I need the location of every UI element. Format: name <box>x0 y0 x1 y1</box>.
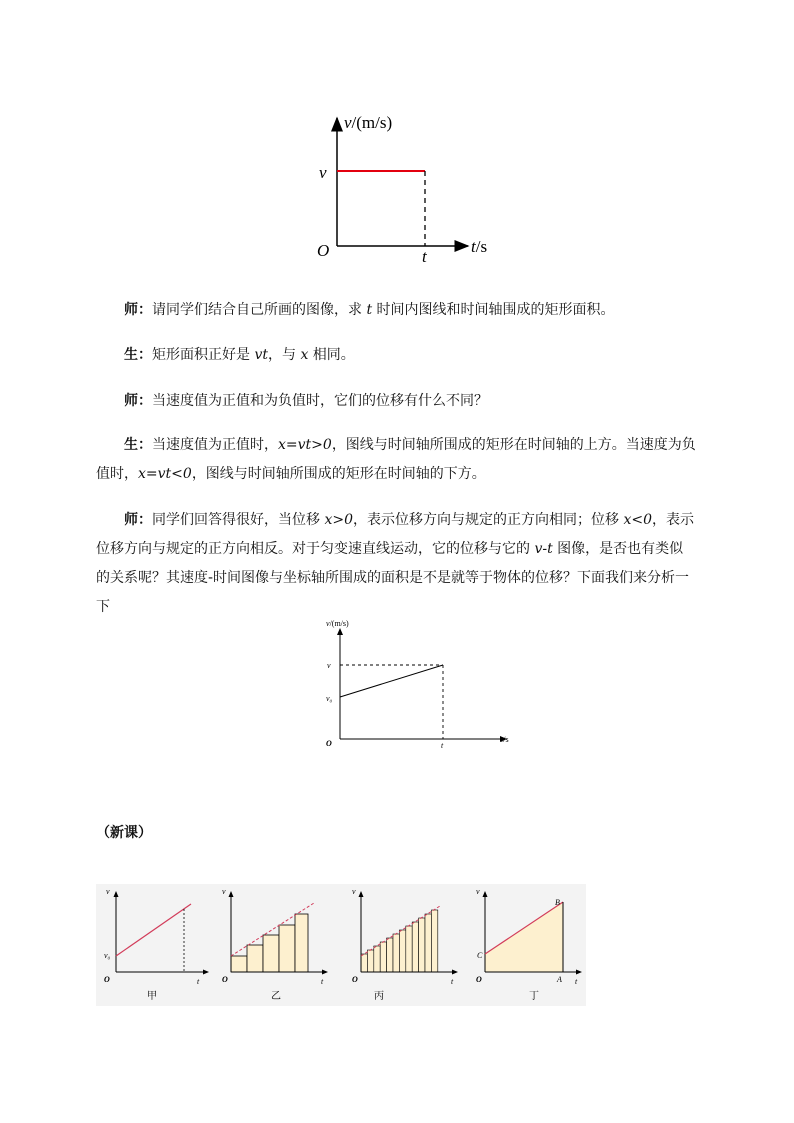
y-label: v <box>352 887 356 896</box>
v-label: v <box>319 163 327 182</box>
step-bar <box>361 954 367 972</box>
dialogue-teacher-1: 师：请同学们结合自己所画的图像，求 t 时间内图线和时间轴围成的矩形面积。 <box>124 302 615 318</box>
a-label: A <box>557 975 562 984</box>
step-bar <box>263 935 279 972</box>
step-bar <box>412 922 418 972</box>
step-bar <box>247 945 263 972</box>
t-label: t <box>422 247 427 263</box>
origin-label: O <box>317 241 330 260</box>
y-label: v <box>222 887 226 896</box>
accelerated-velocity-graph <box>322 615 522 750</box>
b-label: B <box>555 898 560 907</box>
step-bar <box>231 956 247 972</box>
velocity-line <box>340 665 443 697</box>
step-bar <box>279 925 295 972</box>
step-bar <box>431 910 437 972</box>
step-bar <box>393 934 399 972</box>
x-label: t <box>197 977 200 986</box>
c-label: C <box>477 951 483 960</box>
y-label: v <box>476 887 480 896</box>
step-bar <box>387 938 393 972</box>
area-approximation-figure <box>96 884 586 1006</box>
dialogue-student-1: 生：矩形面积正好是 vt，与 x 相同。 <box>124 347 355 363</box>
x-axis-label: t/s <box>471 237 488 256</box>
step-bar <box>380 942 386 972</box>
caption: 甲 <box>147 991 157 1002</box>
dialogue-teacher-2: 师：当速度值为正值和为负值时，它们的位移有什么不同？ <box>124 393 488 409</box>
dialogue-student-2: 生：当速度值为正值时，x=vt>0，图线与时间轴所围成的矩形在时间轴的上方。当速度为负值时，x=vt<0，图线与时间轴所围成的矩形在时间轴的下方。 <box>96 437 696 482</box>
origin-label: O <box>326 739 332 748</box>
step-bar <box>419 918 425 972</box>
step-bar <box>425 914 431 972</box>
step-bar <box>406 926 412 972</box>
step-bar <box>374 946 380 972</box>
step-bar <box>295 914 308 972</box>
step-bar <box>399 930 405 972</box>
step-bar <box>367 950 373 972</box>
caption: 乙 <box>271 991 281 1002</box>
section-title: （新课） <box>96 825 152 841</box>
caption: 丙 <box>374 991 384 1002</box>
y-axis-label: v/(m/s) <box>326 619 349 628</box>
x-label: t <box>451 977 454 986</box>
x-label: t <box>321 977 324 986</box>
y-label: v <box>106 887 110 896</box>
origin-label: O <box>352 975 358 984</box>
dialogue-teacher-3: 师：同学们回答得很好，当位移 x>0，表示位移方向与规定的正方向相同；位移 x<0，表示位移方向与规定的正方向相反。对于匀变速直线运动，它的位移与它的 v-t 图像，是否也有类似的关系呢？其速度-时间图像与坐标轴所围成的面积是不是就等于物体的位移？下面我们来分析一下 <box>96 512 694 615</box>
origin-label: O <box>222 975 228 984</box>
x-label: t <box>575 977 578 986</box>
uniform-velocity-graph <box>310 108 510 263</box>
v0-label: v₀ <box>104 951 111 960</box>
v0-label: v₀ <box>326 694 333 703</box>
v-label: v <box>327 661 331 670</box>
t-label: t <box>441 741 444 750</box>
caption: 丁 <box>529 991 539 1002</box>
origin-label: O <box>104 975 110 984</box>
origin-label: O <box>476 975 482 984</box>
y-axis-label: v/(m/s) <box>344 113 393 132</box>
x-axis-label: t/s <box>501 735 509 744</box>
